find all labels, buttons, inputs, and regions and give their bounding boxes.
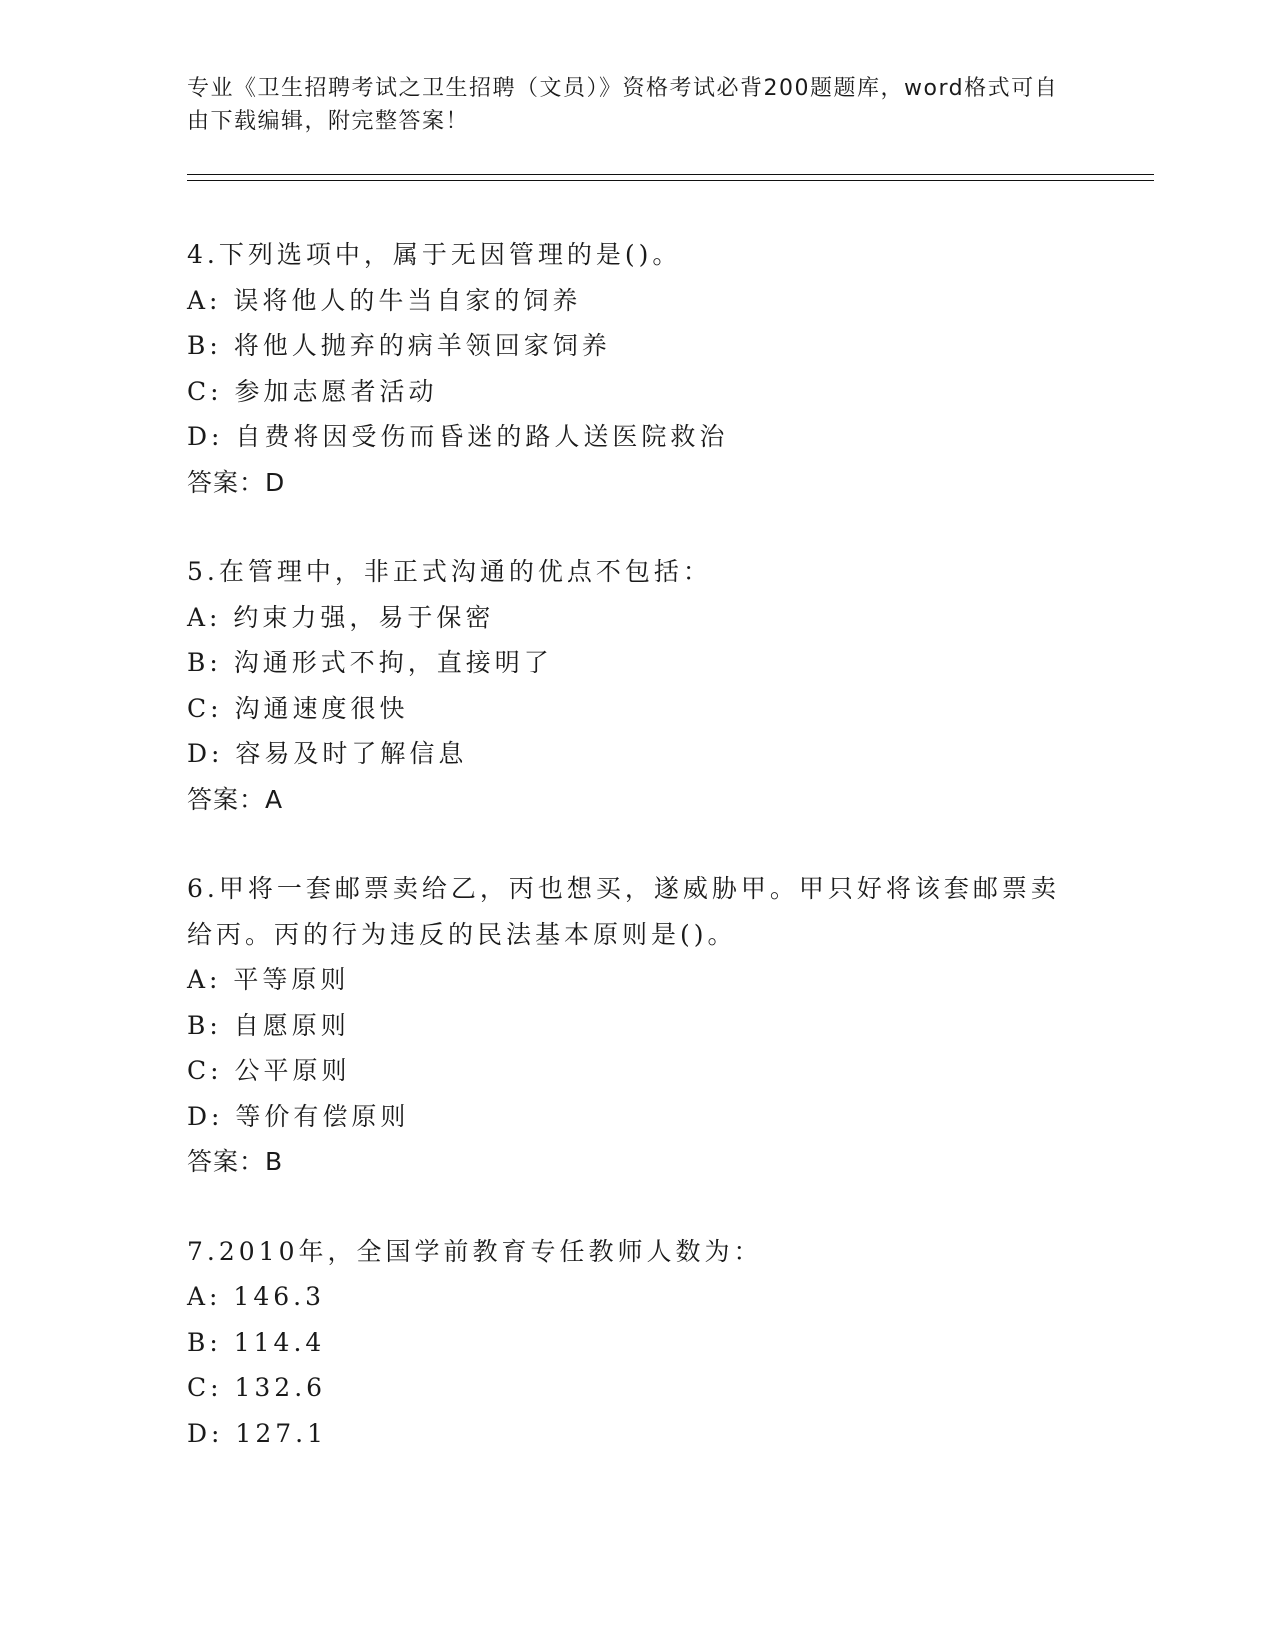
question-stem: 5.在管理中，非正式沟通的优点不包括： <box>187 557 712 586</box>
option-d: D: 自费将因受伤而昏迷的路人送医院救治 <box>187 422 729 451</box>
option-a: A: 146.3 <box>187 1282 325 1311</box>
option-d: D: 容易及时了解信息 <box>187 739 468 768</box>
answer-line: 答案：B <box>187 1147 284 1176</box>
option-b: B: 自愿原则 <box>187 1010 350 1040</box>
option-b: B: 将他人抛弃的病羊领回家饲养 <box>187 331 611 360</box>
option-c: C: 沟通速度很快 <box>187 693 409 723</box>
question-5 <box>187 549 1087 822</box>
header-rule-bottom <box>187 180 1154 181</box>
question-stem: 6.甲将一套邮票卖给乙，丙也想买，遂威胁甲。甲只好将该套邮票卖给丙。丙的行为违反的民法基本原则是()。 <box>187 874 1060 949</box>
header-rule-top <box>187 174 1154 175</box>
option-a: A: 约束力强，易于保密 <box>187 602 495 632</box>
question-stem: 7.2010年，全国学前教育专任教师人数为： <box>187 1236 763 1266</box>
answer-line: 答案：D <box>187 467 286 497</box>
question-4 <box>187 232 1087 505</box>
option-c: C: 132.6 <box>187 1373 327 1402</box>
question-list <box>187 232 1087 1500</box>
question-6 <box>187 866 1087 1185</box>
option-b: B: 沟通形式不拘，直接明了 <box>187 648 553 677</box>
option-a: A: 误将他人的牛当自家的饲养 <box>187 285 582 315</box>
option-b: B: 114.4 <box>187 1327 326 1357</box>
answer-line: 答案：A <box>187 784 284 814</box>
document-header: 专业《卫生招聘考试之卫生招聘（文员）》资格考试必背200题题库，word格式可自由下载编辑，附完整答案！ <box>187 76 1059 134</box>
question-stem: 4.下列选项中，属于无因管理的是()。 <box>187 240 682 269</box>
option-d: D: 等价有偿原则 <box>187 1101 410 1131</box>
option-a: A: 平等原则 <box>187 965 350 994</box>
question-7 <box>187 1229 1087 1457</box>
option-c: C: 公平原则 <box>187 1056 351 1085</box>
option-d: D: 127.1 <box>187 1418 327 1448</box>
option-c: C: 参加志愿者活动 <box>187 376 438 406</box>
